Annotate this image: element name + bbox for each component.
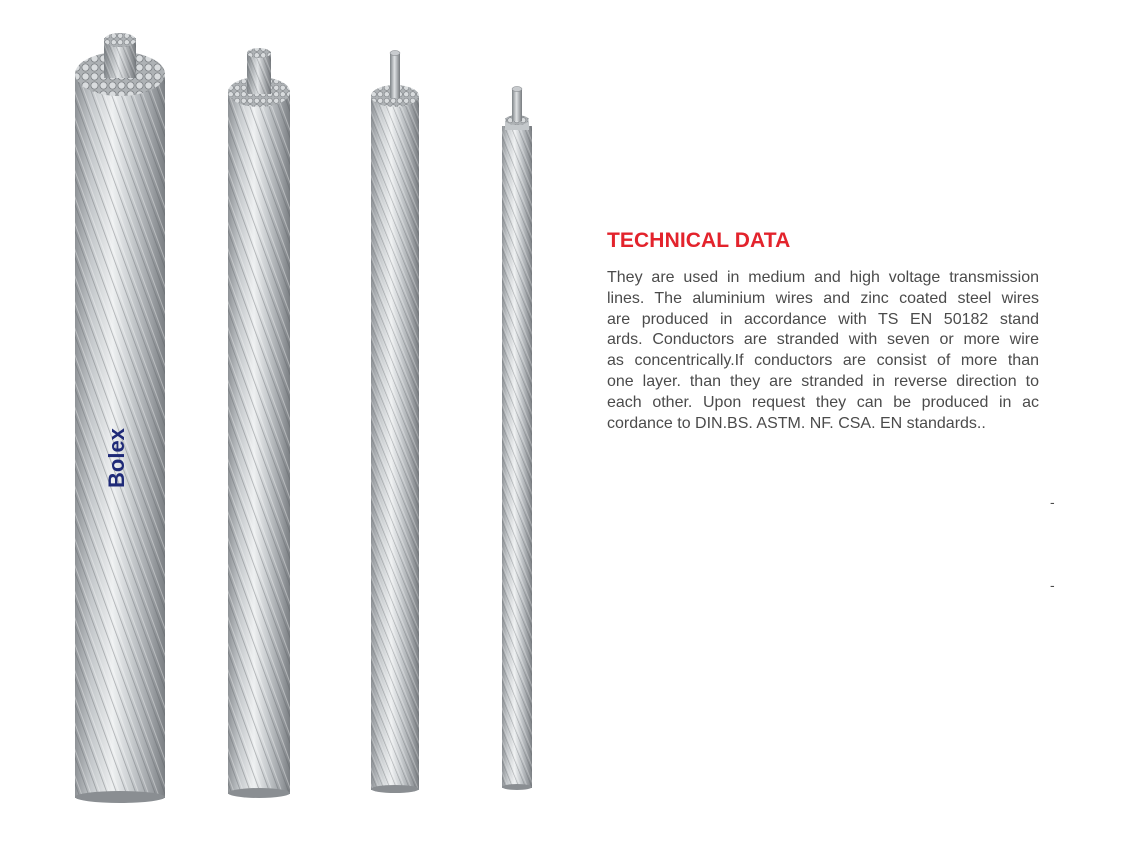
description-line: are produced in accordance with TS EN 50182 stand — [607, 310, 1039, 328]
cable-3 — [371, 51, 419, 794]
brand-logo: Bolex — [104, 428, 129, 488]
side-mark: - — [1050, 577, 1055, 593]
description-line: as concentrically.If conductors are consist of more than — [607, 352, 1039, 370]
description-line: one layer. than they are stranded in reverse direction to — [607, 372, 1039, 390]
cable-1 — [75, 33, 165, 803]
cable-product-image — [0, 0, 560, 868]
description-line: each other. Upon request they can be produced in ac — [607, 393, 1039, 411]
technical-data-section — [607, 228, 1039, 434]
technical-data-heading: TECHNICAL DATA — [607, 229, 791, 252]
description-line: cordance to DIN.BS. ASTM. NF. CSA. EN standards.. — [607, 414, 986, 432]
technical-data-description — [607, 268, 1039, 434]
description-line: lines. The aluminium wires and zinc coated steel wires — [607, 289, 1039, 307]
cable-2 — [228, 48, 290, 798]
description-line: They are used in medium and high voltage transmission — [607, 269, 1039, 286]
description-line: ards. Conductors are stranded with seven or more wire — [607, 331, 1039, 349]
cable-4 — [502, 87, 532, 791]
side-mark: - — [1050, 494, 1055, 510]
